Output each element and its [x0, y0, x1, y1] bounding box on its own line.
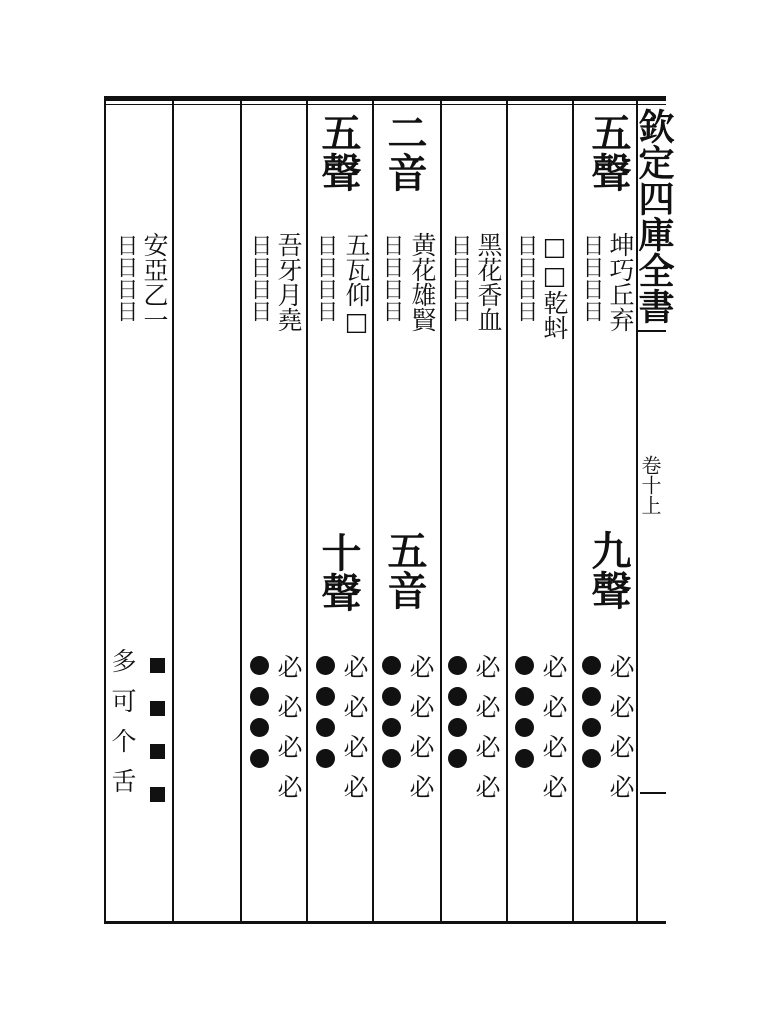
square-column	[150, 656, 165, 804]
char-row: 黄花雄賢	[408, 232, 437, 332]
heading-top: 五聲	[585, 112, 632, 192]
char-row: 吾牙月堯	[274, 232, 303, 332]
bi-row: 必必必必	[539, 654, 568, 814]
ri-row: 日日日日	[379, 234, 404, 322]
bi-row: 必必必必	[340, 654, 369, 814]
bottom-char-row: 多可个舌	[108, 648, 137, 808]
dot-column	[515, 656, 534, 768]
top-border	[104, 96, 666, 101]
column-divider	[506, 101, 508, 923]
ri-row: 日日日日	[579, 234, 604, 322]
char-row: □□乾蚪	[540, 232, 569, 340]
volume-label: 卷十上	[638, 455, 662, 515]
bi-row: 必必必必	[606, 654, 635, 814]
margin-tick	[640, 792, 666, 794]
heading-mid: 五音	[381, 530, 428, 610]
dot-column	[316, 656, 335, 768]
dot-column	[250, 656, 269, 768]
dot-column	[448, 656, 467, 768]
heading-mid: 十聲	[315, 532, 362, 612]
bottom-border	[104, 921, 666, 924]
bi-row: 必必必必	[274, 654, 303, 814]
column-divider	[240, 101, 242, 923]
ri-row: 日日日日	[447, 234, 472, 322]
bi-row: 必必必必	[406, 654, 435, 814]
book-title: 欽定四庫全書	[633, 108, 675, 324]
left-border	[104, 96, 106, 924]
column-divider	[172, 101, 174, 923]
top-border-inner	[104, 104, 666, 105]
ri-row: 日日日日	[247, 234, 272, 322]
column-divider	[440, 101, 442, 923]
dot-column	[582, 656, 601, 768]
heading-top: 五聲	[315, 112, 362, 192]
ri-row: 日日日日	[513, 234, 538, 322]
ri-row: 日日日日	[313, 234, 338, 322]
dot-column	[382, 656, 401, 768]
char-row: 黑花香血	[474, 232, 503, 332]
char-row: 坤巧丘弃	[606, 232, 635, 332]
heading-mid: 九聲	[585, 530, 632, 610]
column-divider	[372, 101, 374, 923]
fishtail-mark	[636, 330, 666, 392]
char-row: 五瓦仰□	[342, 232, 371, 336]
char-row: 安亞乙一	[140, 232, 169, 332]
column-divider	[572, 101, 574, 923]
column-divider	[306, 101, 308, 923]
heading-top: 二音	[381, 112, 428, 192]
ri-row: 日日日日	[113, 234, 138, 322]
bi-row: 必必必必	[472, 654, 501, 814]
